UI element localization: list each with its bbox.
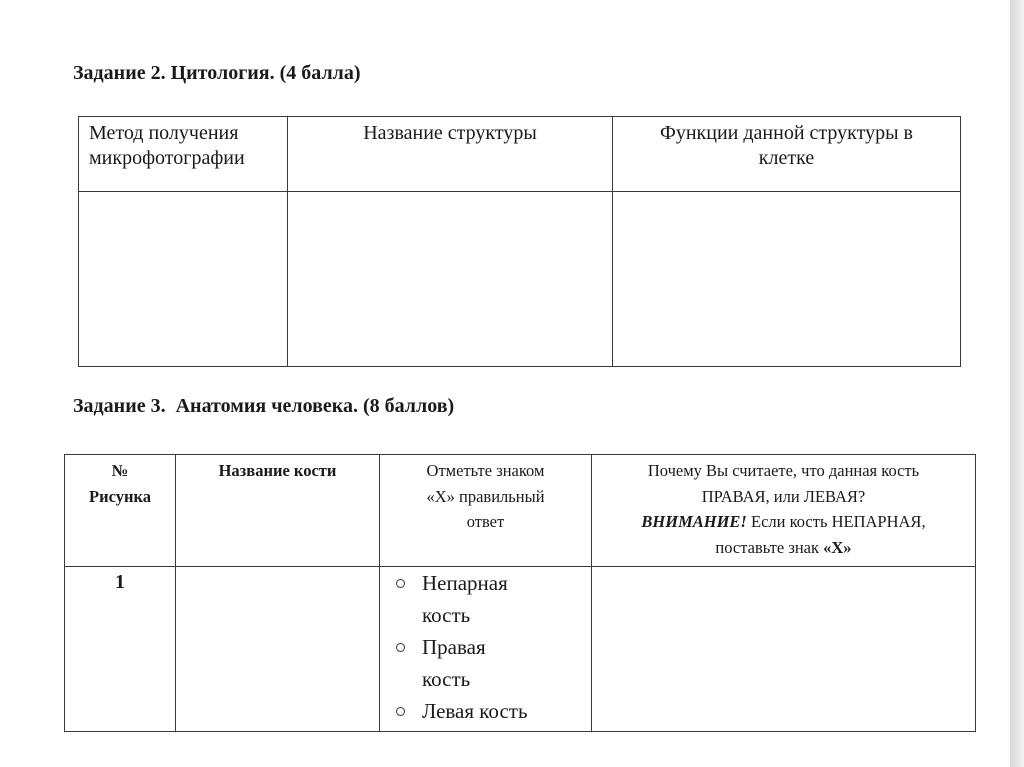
task3-col-mark-line3: ответ (466, 512, 505, 531)
task2-answer-method-cell[interactable] (79, 192, 288, 367)
page-edge-shadow (1010, 0, 1024, 767)
task3-col-number-line1: № (111, 461, 129, 480)
task3-reason-cell[interactable] (592, 567, 976, 732)
task2-col-functions-line1: Функции данной структуры в (660, 122, 913, 144)
task3-col-mark (380, 455, 592, 567)
task2-col-structure (288, 117, 613, 192)
task3-col-mark-line2: «Х» правильный (426, 486, 545, 506)
option-left-label: Левая кость (422, 699, 528, 723)
radio-circle-icon (396, 707, 405, 716)
task3-header-row (65, 455, 976, 567)
page-bottom-cutoff (0, 737, 1010, 767)
task2-col-functions (613, 117, 961, 192)
radio-circle-icon (396, 643, 405, 652)
task2-col-method-line1: Метод получения (89, 122, 239, 144)
option-unpaired-line1: Непарная (422, 571, 508, 595)
task3-col-reason (592, 455, 976, 567)
task3-row-number: 1 (65, 567, 176, 732)
task3-options-cell (380, 567, 592, 732)
task3-bone-name-cell[interactable] (176, 567, 380, 732)
option-right-line2: кость (422, 667, 471, 691)
task3-col-number (65, 455, 176, 567)
side-options-list (380, 567, 591, 727)
task2-answer-row (79, 192, 961, 367)
option-right[interactable] (422, 631, 591, 695)
task2-col-method-line2: микрофотографии (89, 147, 245, 169)
x-mark-label: «Х» (823, 537, 852, 557)
task2-col-functions-line2: клетке (758, 147, 815, 169)
option-right-line1: Правая (422, 635, 486, 659)
task2-answer-structure-cell[interactable] (288, 192, 613, 367)
task2-col-structure-label: Название структуры (363, 122, 537, 144)
task3-col-reason-line1: Почему Вы считаете, что данная кость (647, 461, 920, 480)
task2-heading: Задание 2. Цитология. (4 балла) (73, 62, 361, 84)
attention-label: ВНИМАНИЕ! (641, 512, 747, 531)
task3-row-1 (65, 567, 976, 732)
task3-col-mark-line1: Отметьте знаком (426, 461, 545, 480)
task2-answer-functions-cell[interactable] (613, 192, 961, 367)
task3-heading: Задание 3. Анатомия человека. (8 баллов) (73, 395, 455, 417)
task3-col-reason-line3 (592, 509, 975, 535)
task3-col-bone-name (176, 455, 380, 567)
task3-col-reason-line4-text: поставьте знак (715, 537, 824, 557)
task3-col-reason-line4 (592, 535, 975, 561)
radio-circle-icon (396, 579, 405, 588)
task3-col-bone-name-label: Название кости (218, 461, 337, 480)
task2-header-row (79, 117, 961, 192)
option-unpaired[interactable] (422, 567, 591, 631)
option-unpaired-line2: кость (422, 603, 471, 627)
task3-col-reason-line2: ПРАВАЯ, или ЛЕВАЯ? (701, 486, 866, 506)
task3-table (64, 454, 976, 732)
task2-col-method (79, 117, 288, 192)
task2-table (78, 116, 961, 367)
task3-col-reason-line3-text: Если кость НЕПАРНАЯ, (746, 512, 926, 531)
option-left[interactable] (422, 695, 591, 727)
task3-col-number-line2: Рисунка (89, 486, 151, 506)
